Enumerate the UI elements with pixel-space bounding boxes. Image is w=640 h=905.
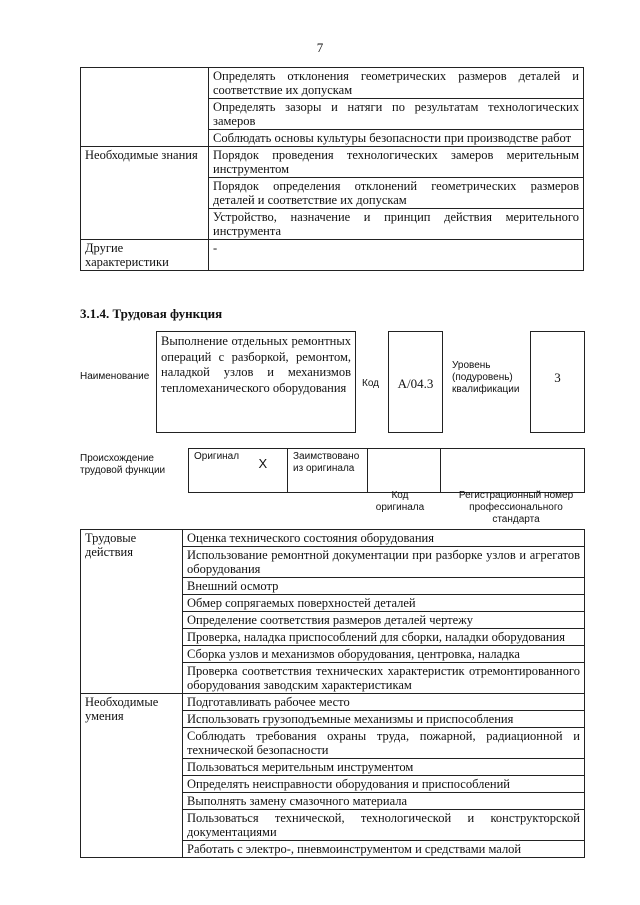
table-row [81, 68, 584, 99]
table-cell: - [209, 240, 584, 271]
level-label: Уровень (подуровень) квалификации [452, 360, 526, 396]
knowledge-table [80, 67, 584, 271]
table-cell: Оценка технического состояния оборудования [183, 530, 585, 547]
row-label: Необходимые знания [81, 147, 209, 240]
row-label: Другие характеристики [81, 240, 209, 271]
function-code-box: А/04.3 [388, 331, 443, 433]
table-cell: Определять отклонения геометрических размеров деталей и соответствие их допускам [209, 68, 584, 99]
table-cell: Определять неисправности оборудования и приспособлений [183, 776, 585, 793]
table-cell: Использование ремонтной документации при разборке узлов и агрегатов оборудования [183, 547, 585, 578]
table-cell: Соблюдать требования охраны труда, пожарной, радиационной и технической безопасности [183, 728, 585, 759]
level-box: 3 [530, 331, 585, 433]
activities-table [80, 529, 585, 858]
name-label: Наименование [80, 371, 150, 382]
table-row [81, 240, 584, 271]
table-cell: Определять зазоры и натяги по результатам технологических замеров [209, 99, 584, 130]
table-cell: Порядок определения отклонений геометрических размеров деталей и соответствие их допускам [209, 178, 584, 209]
original-label: Оригинал [189, 449, 254, 493]
row-label: Необходимые умения [81, 694, 183, 858]
function-name-box: Выполнение отдельных ремонтных операций с разборкой, ремонтом, наладкой узлов и механизмов тепломеханического оборудования [156, 331, 356, 433]
table-cell: Обмер сопрягаемых поверхностей деталей [183, 595, 585, 612]
table-cell: Определение соответствия размеров деталей чертежу [183, 612, 585, 629]
table-cell: Проверка соответствия технических характеристик отремонтированного оборудования заводским характеристикам [183, 663, 585, 694]
table-cell: Порядок проведения технологических замеров мерительным инструментом [209, 147, 584, 178]
code-label: Код [362, 378, 380, 389]
origin-label: Происхождение трудовой функции [80, 453, 180, 477]
table-row [189, 449, 585, 493]
reg-caption: Регистрационный номер профессионального стандарта [458, 490, 574, 525]
table-cell: Пользоваться мерительным инструментом [183, 759, 585, 776]
row-label: Трудовые действия [81, 530, 183, 694]
row-label [81, 68, 209, 147]
section-heading: 3.1.4. Трудовая функция [80, 306, 223, 321]
table-cell: Проверка, наладка приспособлений для сборки, наладки оборудования [183, 629, 585, 646]
original-code-cell [368, 449, 441, 493]
table-cell: Выполнять замену смазочного материала [183, 793, 585, 810]
table-cell: Использовать грузоподъемные механизмы и приспособления [183, 711, 585, 728]
code-caption: Код оригинала [375, 490, 425, 513]
table-cell: Подготавливать рабочее место [183, 694, 585, 711]
table-row [81, 530, 585, 547]
table-cell: Пользоваться технической, технологической и конструкторской документациями [183, 810, 585, 841]
table-cell: Внешний осмотр [183, 578, 585, 595]
borrowed-label: Заимствовано из оригинала [288, 449, 368, 493]
page-number: 7 [316, 40, 324, 55]
original-mark: X [254, 449, 288, 493]
reg-number-cell [441, 449, 585, 493]
table-cell: Устройство, назначение и принцип действия мерительного инструмента [209, 209, 584, 240]
table-row [81, 147, 584, 178]
table-row [81, 694, 585, 711]
table-cell: Работать с электро-, пневмоинструментом и средствами малой [183, 841, 585, 858]
table-cell: Соблюдать основы культуры безопасности при производстве работ [209, 130, 584, 147]
origin-table [188, 448, 585, 493]
table-cell: Сборка узлов и механизмов оборудования, центровка, наладка [183, 646, 585, 663]
